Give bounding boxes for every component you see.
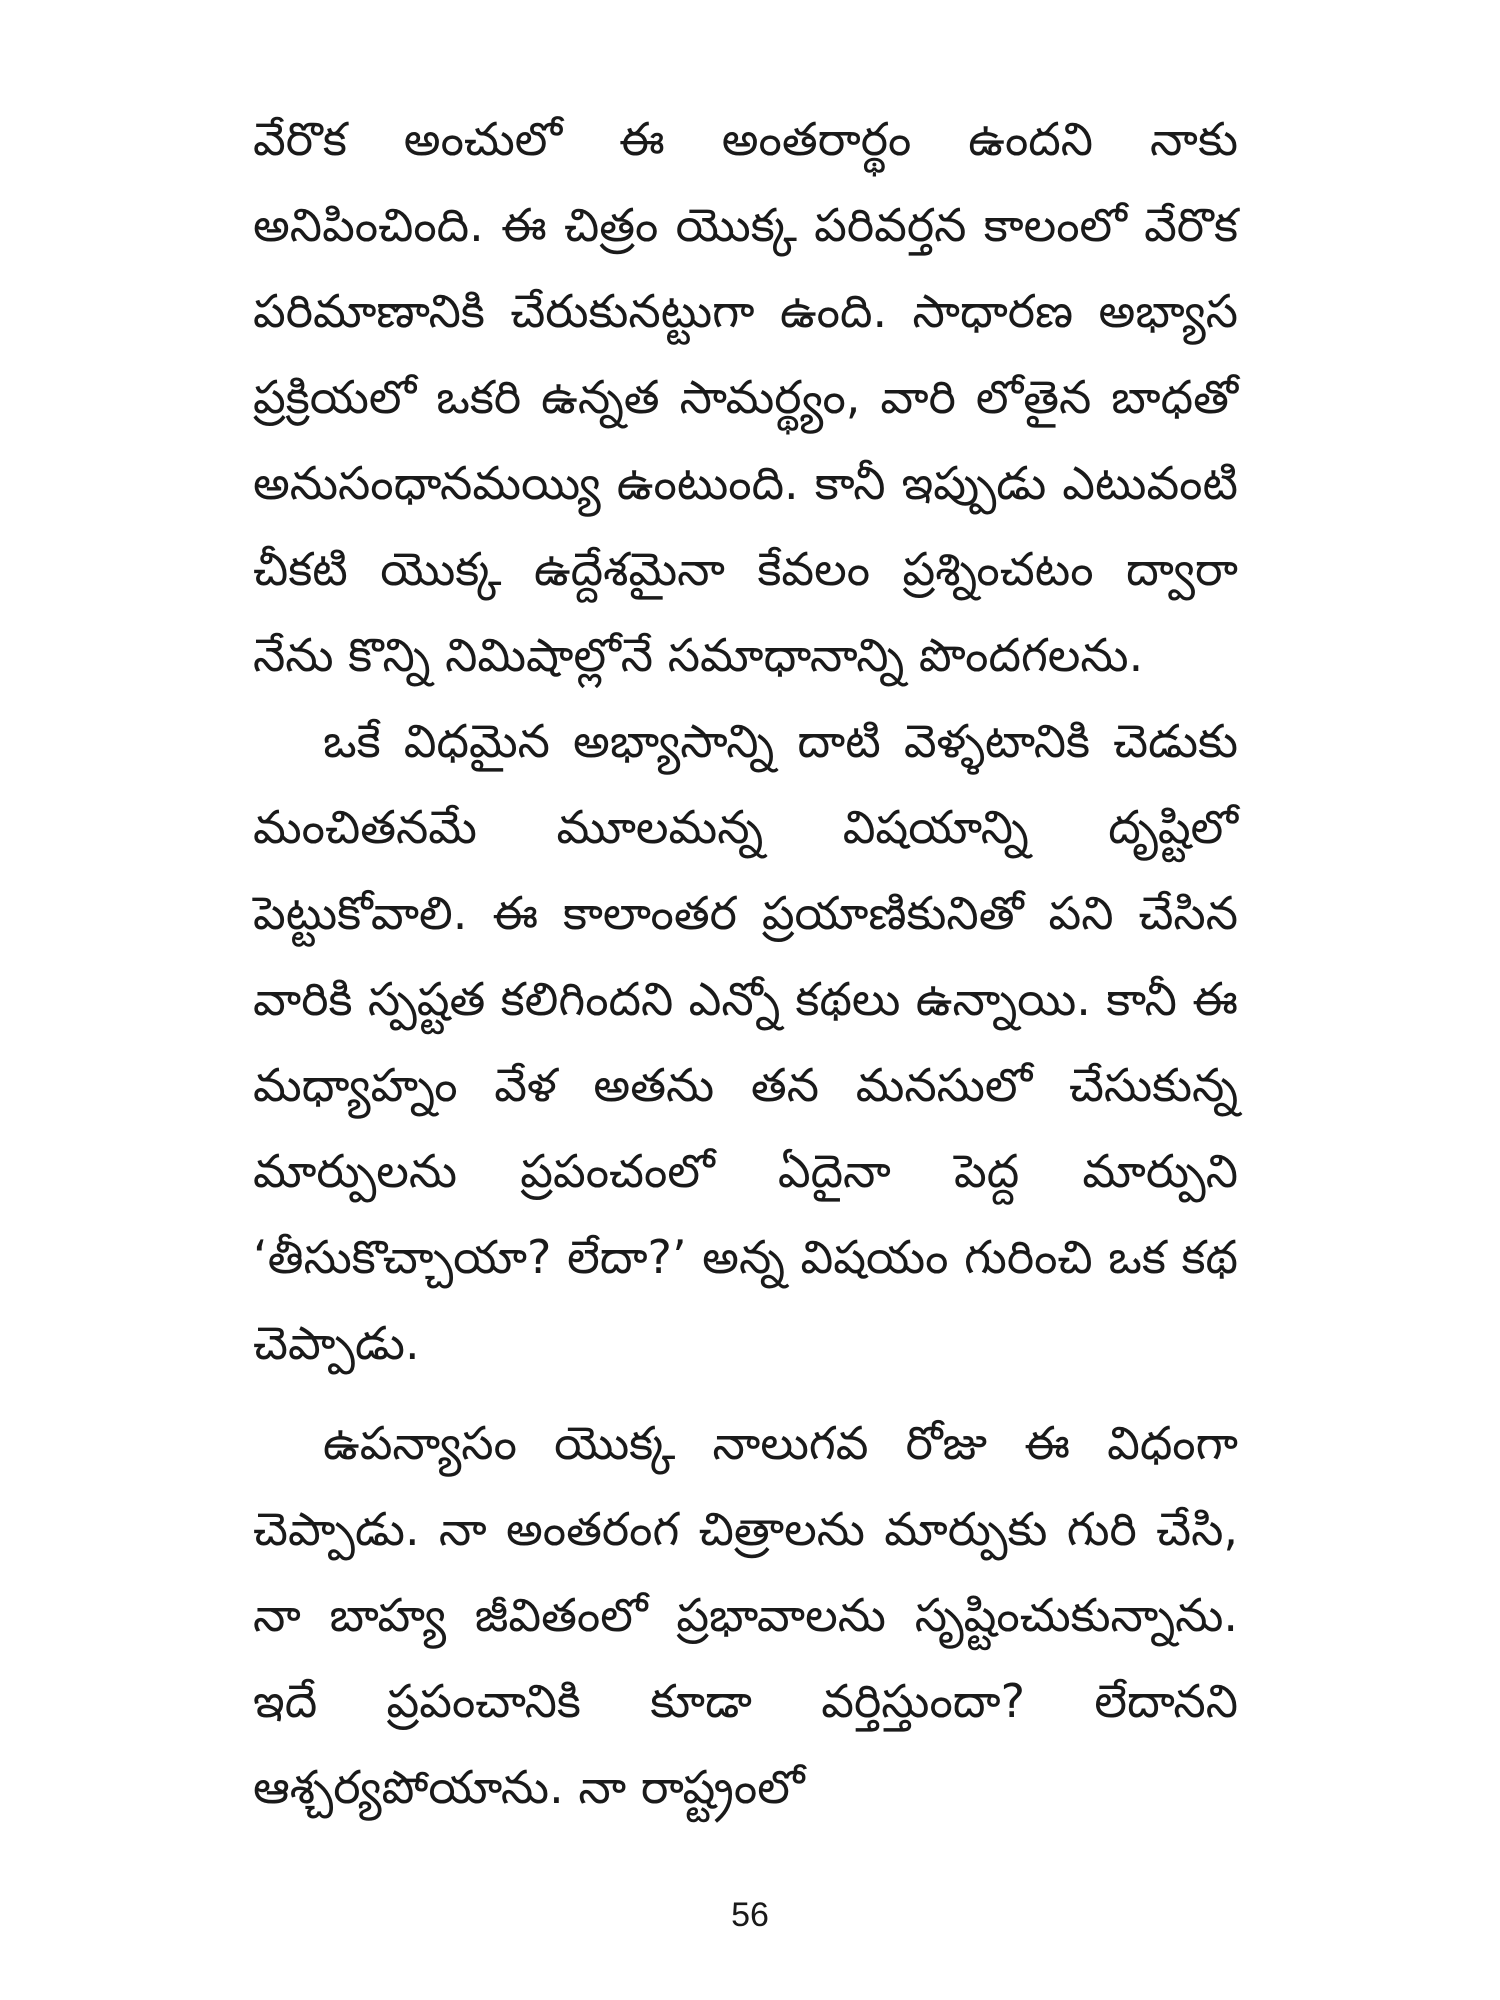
paragraph-1: వేరొక అంచులో ఈ అంతరార్థం ఉందని నాకు అనిపించింది. ఈ చిత్రం యొక్క పరివర్తన కాలంలో వేరొక పరిమాణానికి చేరుకునట్టుగా ఉంది. సాధారణ అభ్యాస ప్రక్రియలో ఒకరి ఉన్నత సామర్థ్యం, వారి లోతైన బాధతో అనుసంధానమయ్యి ఉంటుంది. కానీ ఇప్పుడు ఎటువంటి చీకటి యొక్క ఉద్దేశమైనా కేవలం ప్రశ్నించటం ద్వారా నేను కొన్ని నిమిషాల్లోనే సమాధానాన్ని పొందగలను. (253, 112, 1238, 682)
body-text (253, 96, 1238, 1830)
paragraph-3: ఉపన్యాసం యొక్క నాలుగవ రోజు ఈ విధంగా చెప్పాడు. నా అంతరంగ చిత్రాలను మార్పుకు గురి చేసి, నా బాహ్య జీవితంలో ప్రభావాలను సృష్టించుకున్నాను. ఇదే ప్రపంచానికి కూడా వర్తిస్తుందా? లేదానని ఆశ్చర్యపోయాను. నా రాష్ట్రంలో (253, 1416, 1238, 1814)
page-number: 56 (731, 1896, 769, 1934)
paragraph-2: ఒకే విధమైన అభ్యాసాన్ని దాటి వెళ్ళటానికి చెడుకు మంచితనమే మూలమన్న విషయాన్ని దృష్టిలో పెట్టుకోవాలి. ఈ కాలాంతర ప్రయాణికునితో పని చేసిన వారికి స్పష్టత కలిగిందని ఎన్నో కథలు ఉన్నాయి. కానీ ఈ మధ్యాహ్నం వేళ అతను తన మనసులో చేసుకున్న మార్పులను ప్రపంచంలో ఏదైనా పెద్ద మార్పుని ‘తీసుకొచ్చాయా? లేదా?’ అన్న విషయం గురించి ఒక కథ చెప్పాడు. (253, 714, 1238, 1370)
